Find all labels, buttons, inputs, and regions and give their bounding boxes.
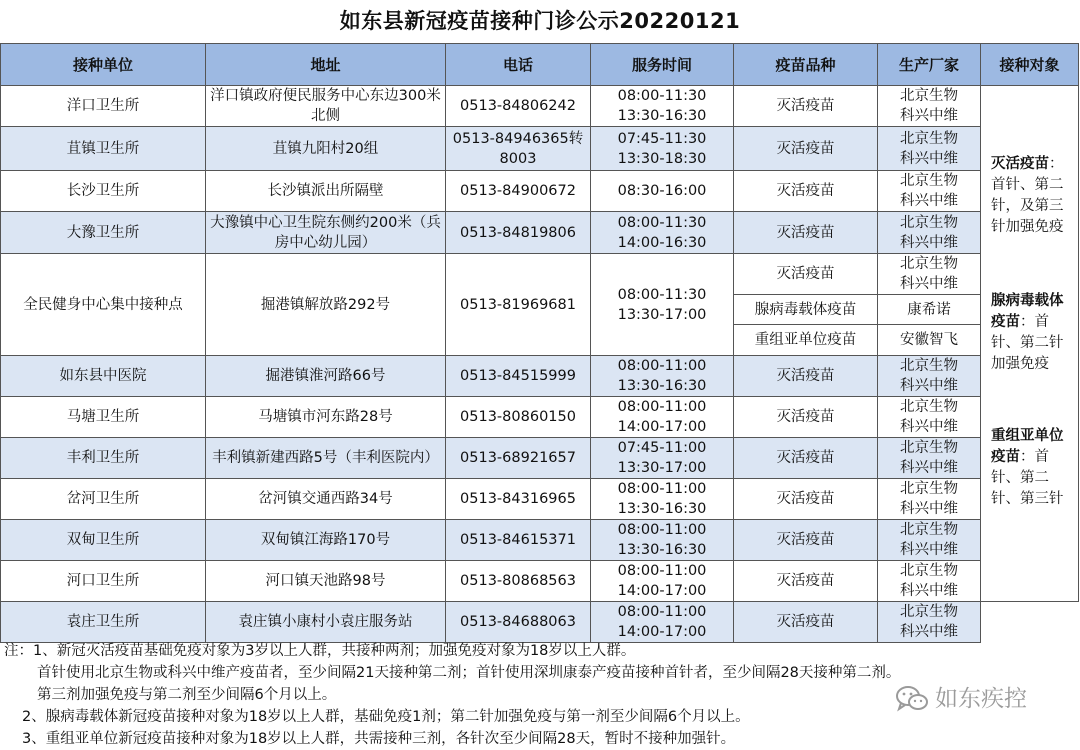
time-am: 08:00-11:30 <box>617 286 707 303</box>
table-row <box>1 397 1079 438</box>
time-am: 08:00-11:00 <box>617 399 707 415</box>
maker-2: 科兴中维 <box>900 624 958 640</box>
maker-1: 北京生物 <box>900 214 958 231</box>
cell-vaccine: 灭活疫苗 <box>734 254 878 295</box>
cell-maker: 安徽智飞 <box>878 325 981 356</box>
cell-phone: 0513-84688063 <box>446 602 591 643</box>
cell-time <box>591 212 734 254</box>
cell-maker <box>878 561 981 602</box>
cell-time <box>591 254 734 356</box>
target-name: 腺病毒载体疫苗 <box>991 293 1064 330</box>
cell-phone: 0513-84819806 <box>446 212 591 254</box>
maker-2: 科兴中维 <box>900 234 958 251</box>
target-inactivated <box>991 154 1072 238</box>
cell-time <box>591 86 734 127</box>
time-pm: 13:30-16:30 <box>617 542 707 558</box>
cell-address: 袁庄镇小康村小袁庄服务站 <box>206 602 446 643</box>
maker-1: 北京生物 <box>900 399 958 415</box>
cell-vaccine: 灭活疫苗 <box>734 171 878 212</box>
watermark-text: 如东疾控 <box>935 686 1027 712</box>
cell-time <box>591 356 734 397</box>
note-line: 2、腺病毒载体新冠疫苗接种对象为18岁以上人群，基础免疫1剂；第二针加强免疫与第一剂至少间隔6个月以上。 <box>22 709 750 725</box>
maker-1: 北京生物 <box>900 358 958 374</box>
time-pm: 14:00-17:00 <box>617 583 707 599</box>
maker-2: 科兴中维 <box>900 542 958 558</box>
cell-phone: 0513-80868563 <box>446 561 591 602</box>
cell-maker <box>878 520 981 561</box>
table-row <box>1 602 1079 643</box>
cell-time <box>591 438 734 479</box>
cell-unit: 袁庄卫生所 <box>1 602 206 643</box>
cell-vaccine: 灭活疫苗 <box>734 479 878 520</box>
header-unit: 接种单位 <box>1 44 206 86</box>
table-header-row <box>1 44 1079 86</box>
cell-phone: 0513-84946365转8003 <box>446 127 591 171</box>
maker-1: 北京生物 <box>900 440 958 456</box>
cell-maker <box>878 86 981 127</box>
cell-maker <box>878 171 981 212</box>
cell-address: 苴镇九阳村20组 <box>206 127 446 171</box>
time-am: 08:00-11:30 <box>617 214 707 231</box>
cell-unit: 如东县中医院 <box>1 356 206 397</box>
cell-address: 马塘镇市河东路28号 <box>206 397 446 438</box>
note-line: 首针使用北京生物或科兴中维产疫苗者，至少间隔21天接种第二剂；首针使用深圳康泰产疫苗接种首针者，至少间隔28天接种第二剂。 <box>37 665 901 681</box>
cell-maker <box>878 127 981 171</box>
cell-phone: 0513-84515999 <box>446 356 591 397</box>
note-line: 3、重组亚单位新冠疫苗接种对象为18岁以上人群，共需接种三剂，各针次至少间隔28天，暂时不接种加强针。 <box>22 731 736 747</box>
cell-maker <box>878 397 981 438</box>
cell-vaccine: 灭活疫苗 <box>734 561 878 602</box>
cell-time <box>591 397 734 438</box>
header-target: 接种对象 <box>981 44 1079 86</box>
cell-phone: 0513-84615371 <box>446 520 591 561</box>
cell-unit: 长沙卫生所 <box>1 171 206 212</box>
note-line: 第三剂加强免疫与第二剂至少间隔6个月以上。 <box>37 687 337 703</box>
maker-2: 科兴中维 <box>900 419 958 435</box>
table-row <box>1 212 1079 254</box>
cell-unit: 洋口卫生所 <box>1 86 206 127</box>
cell-unit: 大豫卫生所 <box>1 212 206 254</box>
cell-unit: 苴镇卫生所 <box>1 127 206 171</box>
cell-time <box>591 520 734 561</box>
header-service-time: 服务时间 <box>591 44 734 86</box>
header-vaccine-type: 疫苗品种 <box>734 44 878 86</box>
table-row <box>1 254 1079 295</box>
time-pm: 14:00-17:00 <box>617 624 707 640</box>
maker-2: 科兴中维 <box>900 583 958 599</box>
cell-address: 洋口镇政府便民服务中心东边300米北侧 <box>206 86 446 127</box>
time-am: 07:45-11:30 <box>617 130 707 147</box>
maker-1: 北京生物 <box>900 481 958 497</box>
target-recombinant <box>991 426 1072 510</box>
table-row <box>1 520 1079 561</box>
maker-1: 北京生物 <box>900 130 958 147</box>
cell-unit: 河口卫生所 <box>1 561 206 602</box>
time-pm: 13:30-18:30 <box>617 150 707 167</box>
maker-2: 科兴中维 <box>900 108 958 124</box>
vaccination-schedule-table <box>0 43 1079 643</box>
cell-maker <box>878 479 981 520</box>
time-pm: 13:30-16:30 <box>617 501 707 517</box>
cell-address: 大豫镇中心卫生院东侧约200米（兵房中心幼儿园） <box>206 212 446 254</box>
cell-vaccine: 腺病毒载体疫苗 <box>734 295 878 325</box>
maker-2: 科兴中维 <box>900 150 958 167</box>
wechat-icon <box>895 684 929 714</box>
cell-unit: 全民健身中心集中接种点 <box>1 254 206 356</box>
time-am: 07:45-11:00 <box>617 440 707 456</box>
time-pm: 13:30-17:00 <box>617 306 707 323</box>
cell-unit: 丰利卫生所 <box>1 438 206 479</box>
cell-address: 掘港镇淮河路66号 <box>206 356 446 397</box>
table-row <box>1 561 1079 602</box>
cell-unit: 岔河卫生所 <box>1 479 206 520</box>
target-name: 灭活疫苗 <box>991 156 1049 172</box>
cell-time <box>591 561 734 602</box>
cell-maker: 康希诺 <box>878 295 981 325</box>
maker-2: 科兴中维 <box>900 276 958 292</box>
table-row <box>1 86 1079 127</box>
maker-1: 北京生物 <box>900 173 958 189</box>
time-pm: 13:30-16:30 <box>617 108 707 124</box>
time-pm: 14:00-16:30 <box>617 234 707 251</box>
target-column <box>981 86 1079 602</box>
time-am: 08:00-11:00 <box>617 604 707 620</box>
maker-1: 北京生物 <box>900 563 958 579</box>
time-am: 08:00-11:00 <box>617 481 707 497</box>
cell-maker <box>878 438 981 479</box>
cell-phone: 0513-68921657 <box>446 438 591 479</box>
cell-address: 双甸镇江海路170号 <box>206 520 446 561</box>
table-row <box>1 356 1079 397</box>
time-am: 08:00-11:00 <box>617 358 707 374</box>
page-title: 如东县新冠疫苗接种门诊公示20220121 <box>339 9 741 33</box>
header-address: 地址 <box>206 44 446 86</box>
cell-phone: 0513-84806242 <box>446 86 591 127</box>
cell-vaccine: 灭活疫苗 <box>734 397 878 438</box>
cell-phone: 0513-81969681 <box>446 254 591 356</box>
cell-address: 长沙镇派出所隔壁 <box>206 171 446 212</box>
cell-vaccine: 灭活疫苗 <box>734 212 878 254</box>
cell-time <box>591 479 734 520</box>
cell-maker <box>878 212 981 254</box>
cell-address: 岔河镇交通西路34号 <box>206 479 446 520</box>
target-name: 重组亚单位疫苗 <box>991 428 1064 465</box>
target-adenovirus <box>991 291 1072 375</box>
cell-phone: 0513-80860150 <box>446 397 591 438</box>
maker-1: 北京生物 <box>900 522 958 538</box>
time-am: 08:00-11:00 <box>617 522 707 538</box>
cell-vaccine: 灭活疫苗 <box>734 520 878 561</box>
cell-time <box>591 602 734 643</box>
cell-maker <box>878 602 981 643</box>
time-am: 08:00-11:00 <box>617 563 707 579</box>
cell-vaccine: 灭活疫苗 <box>734 438 878 479</box>
maker-1: 北京生物 <box>900 88 958 104</box>
cell-address: 河口镇天池路98号 <box>206 561 446 602</box>
maker-1: 北京生物 <box>900 256 958 272</box>
cell-phone: 0513-84316965 <box>446 479 591 520</box>
cell-unit: 双甸卫生所 <box>1 520 206 561</box>
cell-vaccine: 灭活疫苗 <box>734 127 878 171</box>
cell-address: 丰利镇新建西路5号（丰利医院内） <box>206 438 446 479</box>
cell-vaccine: 灭活疫苗 <box>734 602 878 643</box>
cell-phone: 0513-84900672 <box>446 171 591 212</box>
cell-address: 掘港镇解放路292号 <box>206 254 446 356</box>
cell-vaccine: 重组亚单位疫苗 <box>734 325 878 356</box>
cell-vaccine: 灭活疫苗 <box>734 356 878 397</box>
target-desc: ：首针、第二针、第三针 <box>991 449 1064 507</box>
header-phone: 电话 <box>446 44 591 86</box>
target-desc: ：首针、第二针加强免疫 <box>991 314 1064 372</box>
table-row <box>1 479 1079 520</box>
maker-1: 北京生物 <box>900 604 958 620</box>
note-line: 注：1、新冠灭活疫苗基础免疫对象为3岁以上人群，共接种两剂；加强免疫对象为18岁以上人群。 <box>4 643 636 659</box>
header-manufacturer: 生产厂家 <box>878 44 981 86</box>
time-pm: 14:00-17:00 <box>617 419 707 435</box>
time-pm: 13:30-17:00 <box>617 460 707 476</box>
maker-2: 科兴中维 <box>900 193 958 209</box>
table-row <box>1 171 1079 212</box>
time-pm: 13:30-16:30 <box>617 378 707 394</box>
maker-2: 科兴中维 <box>900 378 958 394</box>
cell-maker <box>878 356 981 397</box>
time-am: 08:00-11:30 <box>617 88 707 104</box>
table-row <box>1 127 1079 171</box>
cell-maker <box>878 254 981 295</box>
table-row <box>1 438 1079 479</box>
cell-time <box>591 127 734 171</box>
cell-unit: 马塘卫生所 <box>1 397 206 438</box>
target-desc: ：首针、第二针，及第三针加强免疫 <box>991 156 1064 235</box>
cell-time: 08:30-16:00 <box>591 171 734 212</box>
watermark <box>895 682 1027 716</box>
maker-2: 科兴中维 <box>900 501 958 517</box>
cell-vaccine: 灭活疫苗 <box>734 86 878 127</box>
maker-2: 科兴中维 <box>900 460 958 476</box>
